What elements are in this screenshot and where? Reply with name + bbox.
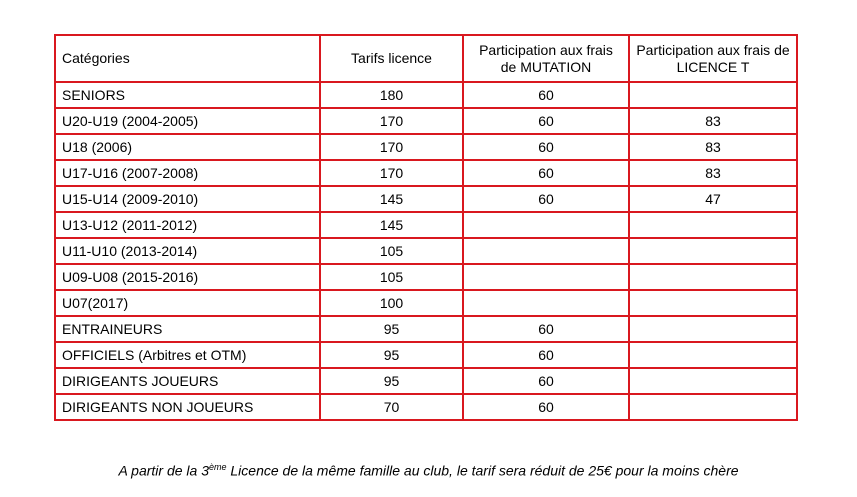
cell-licence-t (629, 238, 797, 264)
cell-licence-t (629, 212, 797, 238)
cell-category: U18 (2006) (55, 134, 320, 160)
cell-licence-t: 83 (629, 134, 797, 160)
cell-category: ENTRAINEURS (55, 316, 320, 342)
cell-licence-t (629, 316, 797, 342)
cell-tarif: 95 (320, 342, 463, 368)
cell-category: DIRIGEANTS NON JOUEURS (55, 394, 320, 420)
footnote-text-start: A partir de la 3 (118, 462, 209, 479)
cell-mutation: 60 (463, 160, 629, 186)
table-row (55, 264, 797, 290)
table-row (55, 238, 797, 264)
cell-category: U13-U12 (2011-2012) (55, 212, 320, 238)
cell-licence-t (629, 82, 797, 108)
cell-tarif: 105 (320, 264, 463, 290)
cell-licence-t (629, 394, 797, 420)
table-body (55, 82, 797, 420)
header-tarifs-licence: Tarifs licence (320, 35, 463, 82)
cell-category: U09-U08 (2015-2016) (55, 264, 320, 290)
cell-mutation (463, 264, 629, 290)
cell-tarif: 95 (320, 316, 463, 342)
cell-mutation: 60 (463, 108, 629, 134)
cell-licence-t (629, 264, 797, 290)
footnote-superscript: ème (208, 462, 227, 472)
cell-mutation: 60 (463, 316, 629, 342)
cell-mutation: 60 (463, 394, 629, 420)
cell-mutation (463, 212, 629, 238)
cell-category: OFFICIELS (Arbitres et OTM) (55, 342, 320, 368)
cell-tarif: 170 (320, 108, 463, 134)
cell-tarif: 145 (320, 212, 463, 238)
cell-tarif: 170 (320, 134, 463, 160)
cell-tarif: 105 (320, 238, 463, 264)
cell-mutation (463, 238, 629, 264)
table-row (55, 368, 797, 394)
cell-category: U20-U19 (2004-2005) (55, 108, 320, 134)
cell-tarif: 95 (320, 368, 463, 394)
cell-tarif: 100 (320, 290, 463, 316)
table-row (55, 82, 797, 108)
cell-mutation: 60 (463, 134, 629, 160)
table-header-row (55, 35, 797, 82)
table-row (55, 290, 797, 316)
table-row (55, 108, 797, 134)
table-row (55, 212, 797, 238)
cell-tarif: 70 (320, 394, 463, 420)
cell-licence-t (629, 342, 797, 368)
cell-mutation (463, 290, 629, 316)
cell-mutation: 60 (463, 368, 629, 394)
footnote-text-end: Licence de la même famille au club, le tarif sera réduit de 25€ pour la moins chère (226, 462, 739, 479)
cell-mutation: 60 (463, 186, 629, 212)
cell-mutation: 60 (463, 82, 629, 108)
cell-licence-t: 83 (629, 108, 797, 134)
header-frais-mutation: Participation aux frais de MUTATION (463, 35, 629, 82)
table-row (55, 134, 797, 160)
header-frais-licence-t: Participation aux frais de LICENCE T (629, 35, 797, 82)
cell-tarif: 180 (320, 82, 463, 108)
table-row (55, 394, 797, 420)
table-row (55, 342, 797, 368)
cell-tarif: 170 (320, 160, 463, 186)
cell-category: U11-U10 (2013-2014) (55, 238, 320, 264)
cell-tarif: 145 (320, 186, 463, 212)
cell-category: U07(2017) (55, 290, 320, 316)
cell-category: SENIORS (55, 82, 320, 108)
cell-mutation: 60 (463, 342, 629, 368)
cell-category: U15-U14 (2009-2010) (55, 186, 320, 212)
footnote (0, 462, 857, 479)
license-fees-table (54, 34, 798, 421)
header-categories: Catégories (55, 35, 320, 82)
cell-licence-t: 83 (629, 160, 797, 186)
cell-category: U17-U16 (2007-2008) (55, 160, 320, 186)
table-row (55, 316, 797, 342)
cell-licence-t (629, 368, 797, 394)
table-row (55, 160, 797, 186)
cell-licence-t (629, 290, 797, 316)
cell-licence-t: 47 (629, 186, 797, 212)
table-row (55, 186, 797, 212)
cell-category: DIRIGEANTS JOUEURS (55, 368, 320, 394)
